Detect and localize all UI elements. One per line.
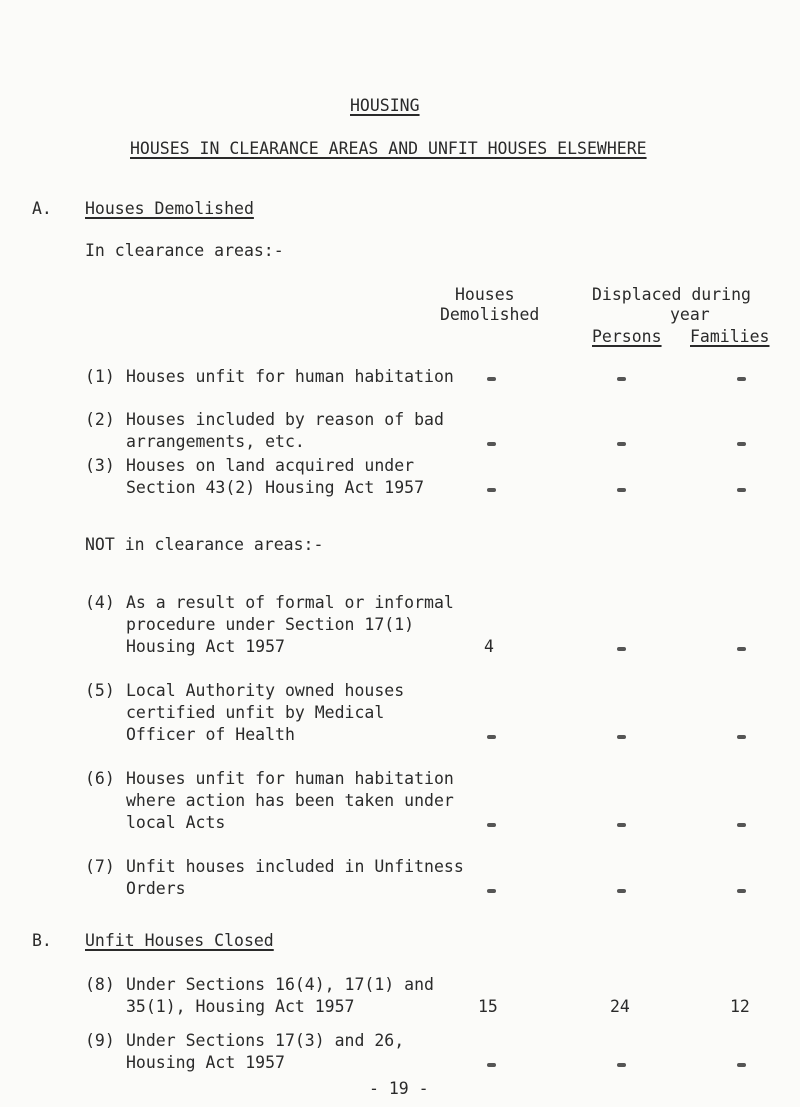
- families-value-dash: [737, 735, 746, 739]
- item-text-line: procedure under Section 17(1): [126, 615, 415, 634]
- item-text-line: Houses unfit for human habitation: [126, 769, 454, 788]
- item-text-line: Housing Act 1957: [126, 637, 285, 656]
- item-number: (5): [85, 681, 115, 700]
- section-a-heading: Houses Demolished: [85, 199, 254, 218]
- item-number: (2): [85, 410, 115, 429]
- persons-value-dash: [617, 1063, 626, 1067]
- persons-value-dash: [617, 735, 626, 739]
- families-value-dash: [737, 647, 746, 651]
- item-number: (6): [85, 769, 115, 788]
- item-text-line: Officer of Health: [126, 725, 295, 744]
- houses-value-dash: [487, 889, 496, 893]
- families-value-dash: [737, 442, 746, 446]
- item-text-line: Section 43(2) Housing Act 1957: [126, 478, 425, 497]
- clearance-areas-label: In clearance areas:-: [85, 241, 284, 260]
- item-text-line: Local Authority owned houses: [126, 681, 405, 700]
- item-text-line: local Acts: [126, 813, 226, 832]
- section-a-marker: A.: [32, 199, 52, 218]
- families-value-dash: [737, 488, 746, 492]
- page-number: - 19 -: [369, 1079, 429, 1098]
- item-number: (7): [85, 857, 115, 876]
- persons-value-dash: [617, 647, 626, 651]
- item-text-line: where action has been taken under: [126, 791, 454, 810]
- item-number: (9): [85, 1031, 115, 1050]
- col-header-families: Families: [690, 327, 770, 346]
- families-value-dash: [737, 1063, 746, 1067]
- houses-value: 15: [478, 997, 498, 1016]
- persons-value-dash: [617, 377, 626, 381]
- houses-value: 4: [484, 637, 494, 656]
- persons-value-dash: [617, 823, 626, 827]
- item-text-line: Unfit houses included in Unfitness: [126, 857, 464, 876]
- item-text-line: Houses included by reason of bad: [126, 410, 444, 429]
- item-number: (1): [85, 367, 115, 386]
- item-text-line: Orders: [126, 879, 186, 898]
- section-b-heading: Unfit Houses Closed: [85, 931, 274, 950]
- item-text-line: Under Sections 17(3) and 26,: [126, 1031, 405, 1050]
- page-title: HOUSING: [350, 96, 420, 115]
- item-text-line: Houses unfit for human habitation: [126, 367, 454, 386]
- item-text-line: As a result of formal or informal: [126, 593, 454, 612]
- houses-value-dash: [487, 823, 496, 827]
- item-number: (3): [85, 456, 115, 475]
- item-text-line: Houses on land acquired under: [126, 456, 415, 475]
- page-subtitle: HOUSES IN CLEARANCE AREAS AND UNFIT HOUSES ELSEWHERE: [130, 139, 647, 158]
- col-header-displaced-2: year: [670, 305, 710, 324]
- families-value-dash: [737, 889, 746, 893]
- families-value-dash: [737, 377, 746, 381]
- col-header-persons: Persons: [592, 327, 662, 346]
- families-value-dash: [737, 823, 746, 827]
- houses-value-dash: [487, 1063, 496, 1067]
- item-text-line: certified unfit by Medical: [126, 703, 385, 722]
- not-clearance-areas-label: NOT in clearance areas:-: [85, 535, 324, 554]
- item-number: (8): [85, 975, 115, 994]
- item-text-line: 35(1), Housing Act 1957: [126, 997, 355, 1016]
- item-text-line: Housing Act 1957: [126, 1053, 285, 1072]
- item-text-line: arrangements, etc.: [126, 432, 305, 451]
- col-header-houses-2: Demolished: [440, 305, 540, 324]
- persons-value-dash: [617, 488, 626, 492]
- houses-value-dash: [487, 735, 496, 739]
- persons-value-dash: [617, 889, 626, 893]
- col-header-houses-1: Houses: [455, 285, 515, 304]
- persons-value: 24: [610, 997, 630, 1016]
- section-b-marker: B.: [32, 931, 52, 950]
- houses-value-dash: [487, 377, 496, 381]
- houses-value-dash: [487, 442, 496, 446]
- persons-value-dash: [617, 442, 626, 446]
- families-value: 12: [730, 997, 750, 1016]
- item-number: (4): [85, 593, 115, 612]
- col-header-displaced-1: Displaced during: [592, 285, 751, 304]
- houses-value-dash: [487, 488, 496, 492]
- item-text-line: Under Sections 16(4), 17(1) and: [126, 975, 434, 994]
